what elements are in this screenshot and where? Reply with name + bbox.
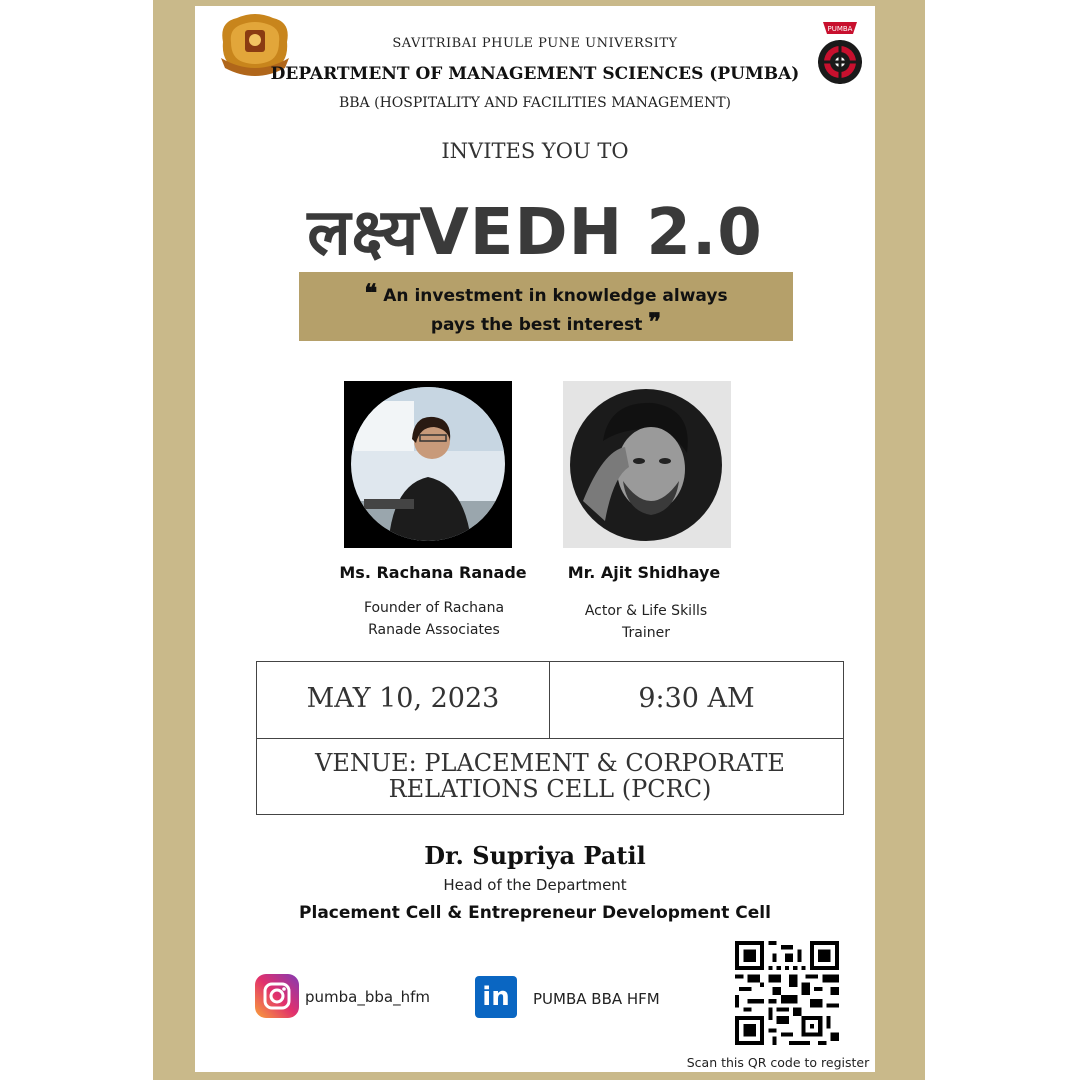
department-name: DEPARTMENT OF MANAGEMENT SCIENCES (PUMBA) bbox=[270, 64, 800, 84]
speaker-photo-rachana bbox=[344, 381, 512, 548]
event-title: लक्ष्यVEDH 2.0 bbox=[307, 196, 763, 270]
qr-caption: Scan this QR code to register bbox=[686, 1055, 870, 1070]
quote-text bbox=[299, 280, 793, 338]
poster-border-right bbox=[875, 0, 925, 1080]
linkedin-icon[interactable]: in bbox=[475, 976, 517, 1018]
speaker-photo-ajit bbox=[563, 381, 731, 548]
event-details-table bbox=[256, 661, 844, 815]
close-quote-icon: ❞ bbox=[648, 307, 662, 336]
invites-text: INVITES YOU TO bbox=[441, 139, 629, 163]
quote-line-1: An investment in knowledge always bbox=[383, 286, 728, 306]
instagram-handle[interactable]: pumba_bba_hfm bbox=[305, 988, 430, 1006]
speaker-name-ajit: Mr. Ajit Shidhaye bbox=[567, 563, 721, 582]
speaker-name-rachana: Ms. Rachana Ranade bbox=[339, 563, 527, 582]
organizing-cells: Placement Cell & Entrepreneur Development Cell bbox=[299, 903, 771, 923]
poster-border-bottom bbox=[153, 1072, 925, 1080]
open-quote-icon: ❝ bbox=[364, 278, 378, 307]
speaker-role-ajit-line-2: Trainer bbox=[622, 625, 670, 641]
university-name: SAVITRIBAI PHULE PUNE UNIVERSITY bbox=[392, 36, 678, 51]
linkedin-name[interactable]: PUMBA BBA HFM bbox=[533, 990, 660, 1008]
hod-name: Dr. Supriya Patil bbox=[424, 841, 646, 870]
instagram-icon[interactable] bbox=[255, 974, 299, 1018]
event-time: 9:30 AM bbox=[638, 683, 755, 714]
speaker-role-ajit-line-1: Actor & Life Skills bbox=[584, 603, 708, 619]
speaker-role-rachana bbox=[324, 597, 544, 641]
speaker-role-rachana-line-2: Ranade Associates bbox=[368, 622, 500, 638]
qr-code[interactable] bbox=[735, 941, 839, 1045]
event-date: MAY 10, 2023 bbox=[306, 683, 500, 714]
pumba-logo-text: PUMBA bbox=[827, 25, 853, 33]
speaker-role-ajit bbox=[536, 600, 756, 644]
quote-line-2: pays the best interest bbox=[430, 315, 643, 335]
event-venue bbox=[257, 750, 843, 802]
poster-border-left bbox=[153, 0, 195, 1080]
hod-role: Head of the Department bbox=[443, 876, 627, 894]
invitation-poster bbox=[195, 6, 875, 1072]
program-name: BBA (HOSPITALITY AND FACILITIES MANAGEMENT) bbox=[338, 95, 732, 111]
venue-line-1: VENUE: PLACEMENT & CORPORATE bbox=[315, 749, 785, 777]
time-cell bbox=[550, 662, 843, 739]
venue-line-2: RELATIONS CELL (PCRC) bbox=[388, 775, 712, 803]
date-cell bbox=[257, 662, 550, 739]
speaker-role-rachana-line-1: Founder of Rachana bbox=[363, 600, 505, 616]
quote-banner bbox=[299, 272, 793, 341]
